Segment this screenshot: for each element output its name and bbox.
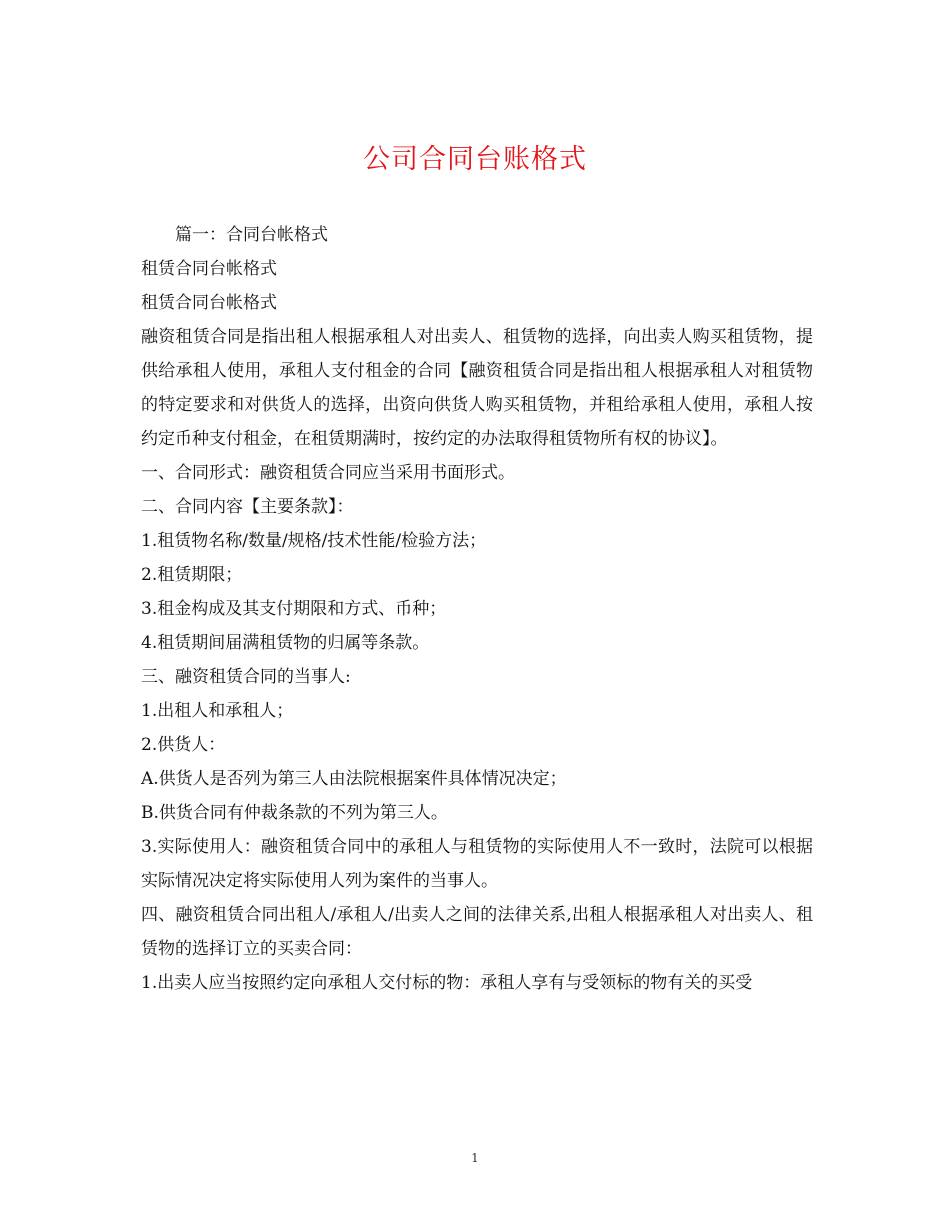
paragraph: 3.实际使用人：融资租赁合同中的承租人与租赁物的实际使用人不一致时，法院可以根据实际情况决定将实际使用人列为案件的当事人。 (141, 837, 813, 891)
paragraph: 1.租赁物名称/数量/规格/技术性能/检验方法； (141, 531, 487, 551)
paragraph: 四、融资租赁合同出租人/承租人/出卖人之间的法律关系,出租人根据承租人对出卖人、租赁物的选择订立的买卖合同： (141, 905, 813, 959)
paragraph: 4.租赁期间届满租赁物的归属等条款。 (141, 633, 430, 653)
paragraph: 二、合同内容【主要条款】： (141, 497, 354, 517)
paragraph: 融资租赁合同是指出租人根据承租人对出卖人、租赁物的选择，向出卖人购买租赁物，提供给承租人使用，承租人支付租金的合同【融资租赁合同是指出租人根据承租人对租赁物的特定要求和对供货人的选择，出资向供货人购买租赁物，并租给承租人使用，承租人按约定币种支付租金，在租赁期满时，按约定的办法取得租赁物所有权的协议】。 (141, 327, 813, 449)
document-title: 公司合同台账格式 (363, 144, 587, 175)
paragraph: 一、合同形式：融资租赁合同应当采用书面形式。 (141, 463, 515, 483)
paragraph: 租赁合同台帐格式 (141, 259, 277, 279)
paragraph: 2.租赁期限； (141, 565, 243, 585)
paragraph: 2.供货人： (141, 735, 226, 755)
paragraph: 三、融资租赁合同的当事人: (141, 667, 351, 687)
paragraph: 1.出卖人应当按照约定向承租人交付标的物：承租人享有与受领标的物有关的买受 (141, 973, 753, 993)
paragraph-section-heading: 篇一：合同台帐格式 (175, 225, 328, 245)
paragraph: B.供货合同有仲裁条款的不列为第三人。 (141, 803, 448, 823)
page-number: 1 (471, 1151, 479, 1165)
document-body (141, 218, 813, 1000)
paragraph: 租赁合同台帐格式 (141, 293, 277, 313)
paragraph: 1.出租人和承租人； (141, 701, 294, 721)
paragraph: 3.租金构成及其支付期限和方式、币种； (141, 599, 447, 619)
paragraph: A.供货人是否列为第三人由法院根据案件具体情况决定； (141, 769, 567, 789)
